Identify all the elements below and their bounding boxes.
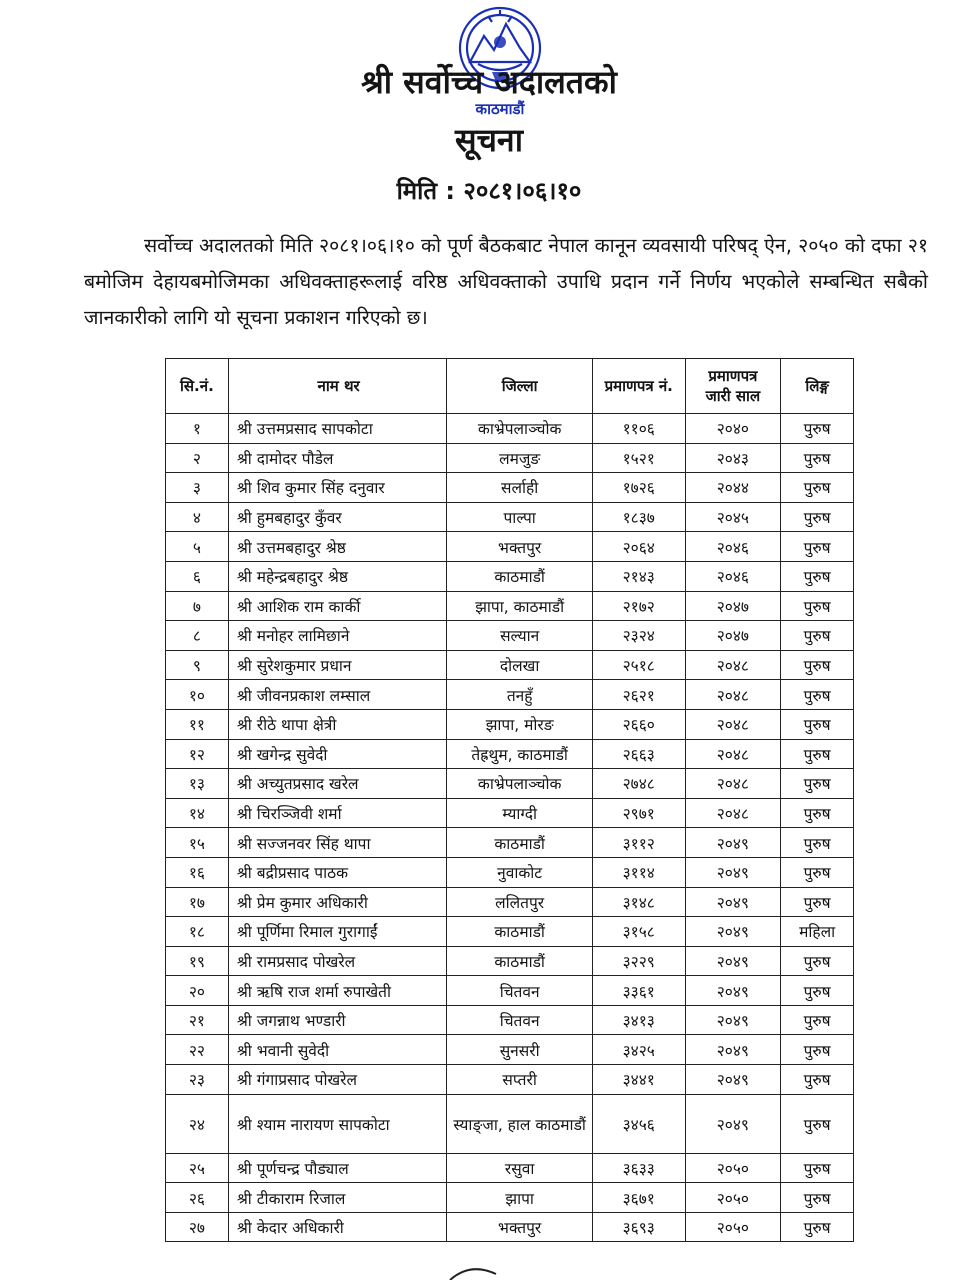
cell-gender: पुरुष — [781, 473, 854, 503]
cell-district: चितवन — [447, 976, 592, 1006]
table-row — [166, 857, 854, 887]
cell-gender: पुरुष — [781, 1035, 854, 1065]
cell-gender: पुरुष — [781, 532, 854, 562]
table-row — [166, 561, 854, 591]
cell-certificate-number: ३६९३ — [592, 1212, 685, 1242]
cell-gender: पुरुष — [781, 828, 854, 858]
cell-certificate-year: २०४० — [685, 414, 781, 444]
cell-certificate-number: २१७२ — [592, 591, 685, 621]
cell-serial-number: ७ — [166, 591, 229, 621]
cell-certificate-year: २०४९ — [685, 946, 781, 976]
cell-district: दोलखा — [447, 650, 592, 680]
table-row — [166, 739, 854, 769]
cell-certificate-number: २९७१ — [592, 798, 685, 828]
cell-name: श्री उत्तमप्रसाद सापकोटा — [228, 414, 447, 444]
table-row — [166, 650, 854, 680]
cell-name: श्री अच्युतप्रसाद खरेल — [228, 769, 447, 799]
cell-serial-number: २३ — [166, 1065, 229, 1095]
header-certificate-year-line2: जारी साल — [705, 387, 761, 405]
cell-serial-number: ११ — [166, 709, 229, 739]
cell-serial-number: १७ — [166, 887, 229, 917]
cell-gender: पुरुष — [781, 709, 854, 739]
cell-certificate-number: ३१४८ — [592, 887, 685, 917]
cell-name: श्री उत्तमबहादुर श्रेष्ठ — [228, 532, 447, 562]
cell-serial-number: २५ — [166, 1153, 229, 1183]
table-header-row — [166, 359, 854, 414]
table-row — [166, 828, 854, 858]
cell-certificate-number: ३११४ — [592, 857, 685, 887]
cell-certificate-number: ११०६ — [592, 414, 685, 444]
cell-certificate-year: २०४९ — [685, 917, 781, 947]
notice-body-text: सर्वोच्च अदालतको मिति २०८१।०६।१० को पूर्ण बैठकबाट नेपाल कानून व्यवसायी परिषद् ऐन, २०५० को दफा २१ बमोजिम देहायबमोजिमका अधिवक्ताहरूलाई वरिष्ठ अधिवक्ताको उपाधि प्रदान गर्ने निर्णय भएकोले सम्बन्धित सबैको जानकारीको लागि यो सूचना प्रकाशन गरिएको छ। — [84, 234, 928, 329]
cell-gender: पुरुष — [781, 621, 854, 651]
cell-name: श्री पूर्णचन्द्र पौड्याल — [228, 1153, 447, 1183]
cell-certificate-year: २०४७ — [685, 591, 781, 621]
cell-serial-number: ६ — [166, 561, 229, 591]
table-body — [166, 414, 854, 1242]
cell-certificate-year: २०५० — [685, 1183, 781, 1213]
cell-certificate-number: २३२४ — [592, 621, 685, 651]
cell-certificate-year: २०४६ — [685, 561, 781, 591]
table-row — [166, 709, 854, 739]
cell-district: झापा — [447, 1183, 592, 1213]
table-row — [166, 917, 854, 947]
cell-serial-number: २७ — [166, 1212, 229, 1242]
cell-certificate-year: २०४५ — [685, 502, 781, 532]
cell-name: श्री जगन्नाथ भण्डारी — [228, 1005, 447, 1035]
cell-certificate-number: ३४४१ — [592, 1065, 685, 1095]
cell-district: चितवन — [447, 1005, 592, 1035]
senior-advocates-table — [165, 358, 854, 1242]
cell-name: श्री पूर्णिमा रिमाल गुरागाईं — [228, 917, 447, 947]
cell-certificate-number: १७२६ — [592, 473, 685, 503]
table-row — [166, 1005, 854, 1035]
table-row — [166, 798, 854, 828]
cell-name: श्री श्याम नारायण सापकोटा — [228, 1094, 447, 1153]
cell-certificate-year: २०४९ — [685, 976, 781, 1006]
cell-name: श्री प्रेम कुमार अधिकारी — [228, 887, 447, 917]
cell-serial-number: २२ — [166, 1035, 229, 1065]
table-row — [166, 1094, 854, 1153]
cell-serial-number: १३ — [166, 769, 229, 799]
cell-district: काठमाडौं — [447, 917, 592, 947]
cell-certificate-year: २०४९ — [685, 1005, 781, 1035]
cell-district: काभ्रेपलाञ्चोक — [447, 414, 592, 444]
notice-date: मिति : २०८१।०६।१० — [396, 177, 582, 205]
table-row — [166, 621, 854, 651]
cell-serial-number: २१ — [166, 1005, 229, 1035]
cell-district: रसुवा — [447, 1153, 592, 1183]
table-row — [166, 976, 854, 1006]
cell-serial-number: १४ — [166, 798, 229, 828]
cell-certificate-year: २०४८ — [685, 650, 781, 680]
cell-district: नुवाकोट — [447, 857, 592, 887]
cell-certificate-year: २०४४ — [685, 473, 781, 503]
cell-gender: पुरुष — [781, 443, 854, 473]
cell-serial-number: १५ — [166, 828, 229, 858]
cell-name: श्री खगेन्द्र सुवेदी — [228, 739, 447, 769]
cell-district: सप्तरी — [447, 1065, 592, 1095]
cell-serial-number: २६ — [166, 1183, 229, 1213]
cell-certificate-year: २०४७ — [685, 621, 781, 651]
cell-serial-number: १६ — [166, 857, 229, 887]
cell-certificate-number: ३६७१ — [592, 1183, 685, 1213]
cell-serial-number: ९ — [166, 650, 229, 680]
cell-name: श्री सज्जनवर सिंह थापा — [228, 828, 447, 858]
cell-gender: पुरुष — [781, 857, 854, 887]
cell-serial-number: २० — [166, 976, 229, 1006]
cell-certificate-year: २०४६ — [685, 532, 781, 562]
table-row — [166, 1212, 854, 1242]
cell-certificate-number: २१४३ — [592, 561, 685, 591]
table-row — [166, 1153, 854, 1183]
seal-bottom-text: काठमाडौं — [475, 100, 525, 118]
cell-name: श्री बद्रीप्रसाद पाठक — [228, 857, 447, 887]
cell-certificate-number: ३३६१ — [592, 976, 685, 1006]
cell-serial-number: ८ — [166, 621, 229, 651]
header-certificate-number: प्रमाणपत्र नं. — [592, 359, 685, 414]
cell-name: श्री दामोदर पौडेल — [228, 443, 447, 473]
cell-certificate-number: २५१८ — [592, 650, 685, 680]
cell-certificate-number: १५२१ — [592, 443, 685, 473]
table-row — [166, 502, 854, 532]
cell-name: श्री टीकाराम रिजाल — [228, 1183, 447, 1213]
table-row — [166, 532, 854, 562]
table-row — [166, 591, 854, 621]
cell-serial-number: १८ — [166, 917, 229, 947]
cell-district: म्याग्दी — [447, 798, 592, 828]
cell-certificate-year: २०४८ — [685, 680, 781, 710]
table-row — [166, 946, 854, 976]
cell-name: श्री भवानी सुवेदी — [228, 1035, 447, 1065]
header-district: जिल्ला — [447, 359, 592, 414]
notice-heading: सूचना — [454, 121, 523, 159]
cell-serial-number: १ — [166, 414, 229, 444]
cell-name: श्री रीठे थापा क्षेत्री — [228, 709, 447, 739]
cell-name: श्री केदार अधिकारी — [228, 1212, 447, 1242]
cell-gender: पुरुष — [781, 1094, 854, 1153]
cell-serial-number: २४ — [166, 1094, 229, 1153]
cell-district: झापा, मोरङ — [447, 709, 592, 739]
cell-district: काठमाडौं — [447, 828, 592, 858]
header-serial-number: सि.नं. — [166, 359, 229, 414]
cell-name: श्री चिरञ्जिवी शर्मा — [228, 798, 447, 828]
cell-gender: पुरुष — [781, 1183, 854, 1213]
cell-name: श्री सुरेशकुमार प्रधान — [228, 650, 447, 680]
cell-certificate-year: २०४३ — [685, 443, 781, 473]
cell-gender: पुरुष — [781, 769, 854, 799]
cell-gender: पुरुष — [781, 739, 854, 769]
cell-certificate-year: २०४९ — [685, 828, 781, 858]
cell-name: श्री रामप्रसाद पोखरेल — [228, 946, 447, 976]
cell-name: श्री मनोहर लामिछाने — [228, 621, 447, 651]
cell-certificate-number: २७४८ — [592, 769, 685, 799]
cell-gender: पुरुष — [781, 680, 854, 710]
cell-gender: पुरुष — [781, 1153, 854, 1183]
cell-gender: पुरुष — [781, 1212, 854, 1242]
cell-gender: पुरुष — [781, 502, 854, 532]
cell-district: स्याङ्जा, हाल काठमाडौं — [447, 1094, 592, 1153]
cell-certificate-number: ३११२ — [592, 828, 685, 858]
cell-certificate-number: ३४५६ — [592, 1094, 685, 1153]
cell-certificate-number: २०६४ — [592, 532, 685, 562]
table-row — [166, 473, 854, 503]
cell-district: पाल्पा — [447, 502, 592, 532]
table-row — [166, 769, 854, 799]
cell-certificate-number: ३६३३ — [592, 1153, 685, 1183]
cell-certificate-year: २०४८ — [685, 769, 781, 799]
signature-mark-icon — [440, 1260, 510, 1280]
cell-certificate-year: २०४८ — [685, 739, 781, 769]
cell-certificate-number: २६६० — [592, 709, 685, 739]
cell-name: श्री हुमबहादुर कुँवर — [228, 502, 447, 532]
cell-name: श्री आशिक राम कार्की — [228, 591, 447, 621]
cell-serial-number: १९ — [166, 946, 229, 976]
cell-gender: पुरुष — [781, 1005, 854, 1035]
cell-district: झापा, काठमाडौं — [447, 591, 592, 621]
cell-gender: पुरुष — [781, 650, 854, 680]
cell-certificate-year: २०४९ — [685, 887, 781, 917]
cell-gender: पुरुष — [781, 591, 854, 621]
cell-serial-number: १० — [166, 680, 229, 710]
cell-certificate-year: २०४९ — [685, 1065, 781, 1095]
cell-serial-number: २ — [166, 443, 229, 473]
table-row — [166, 1035, 854, 1065]
table-row — [166, 680, 854, 710]
cell-certificate-year: २०५० — [685, 1153, 781, 1183]
cell-name: श्री शिव कुमार सिंह दनुवार — [228, 473, 447, 503]
cell-district: तनहुँ — [447, 680, 592, 710]
cell-name: श्री जीवनप्रकाश लम्साल — [228, 680, 447, 710]
cell-district: ललितपुर — [447, 887, 592, 917]
table-row — [166, 443, 854, 473]
cell-district: लमजुङ — [447, 443, 592, 473]
cell-certificate-year: २०५० — [685, 1212, 781, 1242]
page-title: श्री सर्वोच्च अदालतको — [361, 63, 617, 101]
cell-gender: पुरुष — [781, 798, 854, 828]
cell-certificate-year: २०४८ — [685, 709, 781, 739]
cell-certificate-number: ३४२५ — [592, 1035, 685, 1065]
cell-district: सुनसरी — [447, 1035, 592, 1065]
cell-gender: पुरुष — [781, 414, 854, 444]
table-row — [166, 1065, 854, 1095]
cell-district: सल्यान — [447, 621, 592, 651]
table-row — [166, 887, 854, 917]
cell-serial-number: ३ — [166, 473, 229, 503]
cell-district: तेह्रथुम, काठमाडौं — [447, 739, 592, 769]
cell-certificate-number: ३१५८ — [592, 917, 685, 947]
cell-district: काठमाडौं — [447, 946, 592, 976]
cell-certificate-number: ३४१३ — [592, 1005, 685, 1035]
cell-district: काठमाडौं — [447, 561, 592, 591]
cell-certificate-number: २६२१ — [592, 680, 685, 710]
cell-district: काभ्रेपलाञ्चोक — [447, 769, 592, 799]
cell-certificate-number: १८३७ — [592, 502, 685, 532]
cell-gender: महिला — [781, 917, 854, 947]
cell-certificate-year: २०४९ — [685, 857, 781, 887]
cell-certificate-number: २६६३ — [592, 739, 685, 769]
cell-serial-number: ४ — [166, 502, 229, 532]
cell-serial-number: ५ — [166, 532, 229, 562]
cell-name: श्री ऋषि राज शर्मा रुपाखेती — [228, 976, 447, 1006]
cell-certificate-year: २०४९ — [685, 1035, 781, 1065]
table-row — [166, 414, 854, 444]
table-row — [166, 1183, 854, 1213]
cell-name: श्री महेन्द्रबहादुर श्रेष्ठ — [228, 561, 447, 591]
cell-gender: पुरुष — [781, 946, 854, 976]
header-certificate-year — [685, 359, 781, 414]
cell-district: सर्लाही — [447, 473, 592, 503]
cell-serial-number: १२ — [166, 739, 229, 769]
cell-gender: पुरुष — [781, 887, 854, 917]
header-gender: लिङ्ग — [781, 359, 854, 414]
cell-certificate-year: २०४८ — [685, 798, 781, 828]
cell-name: श्री गंगाप्रसाद पोखरेल — [228, 1065, 447, 1095]
header-certificate-year-line1: प्रमाणपत्र — [708, 367, 758, 385]
cell-certificate-year: २०४९ — [685, 1094, 781, 1153]
cell-district: भक्तपुर — [447, 1212, 592, 1242]
cell-district: भक्तपुर — [447, 532, 592, 562]
cell-gender: पुरुष — [781, 561, 854, 591]
cell-gender: पुरुष — [781, 1065, 854, 1095]
cell-certificate-number: ३२२९ — [592, 946, 685, 976]
cell-gender: पुरुष — [781, 976, 854, 1006]
header-name: नाम थर — [228, 359, 447, 414]
